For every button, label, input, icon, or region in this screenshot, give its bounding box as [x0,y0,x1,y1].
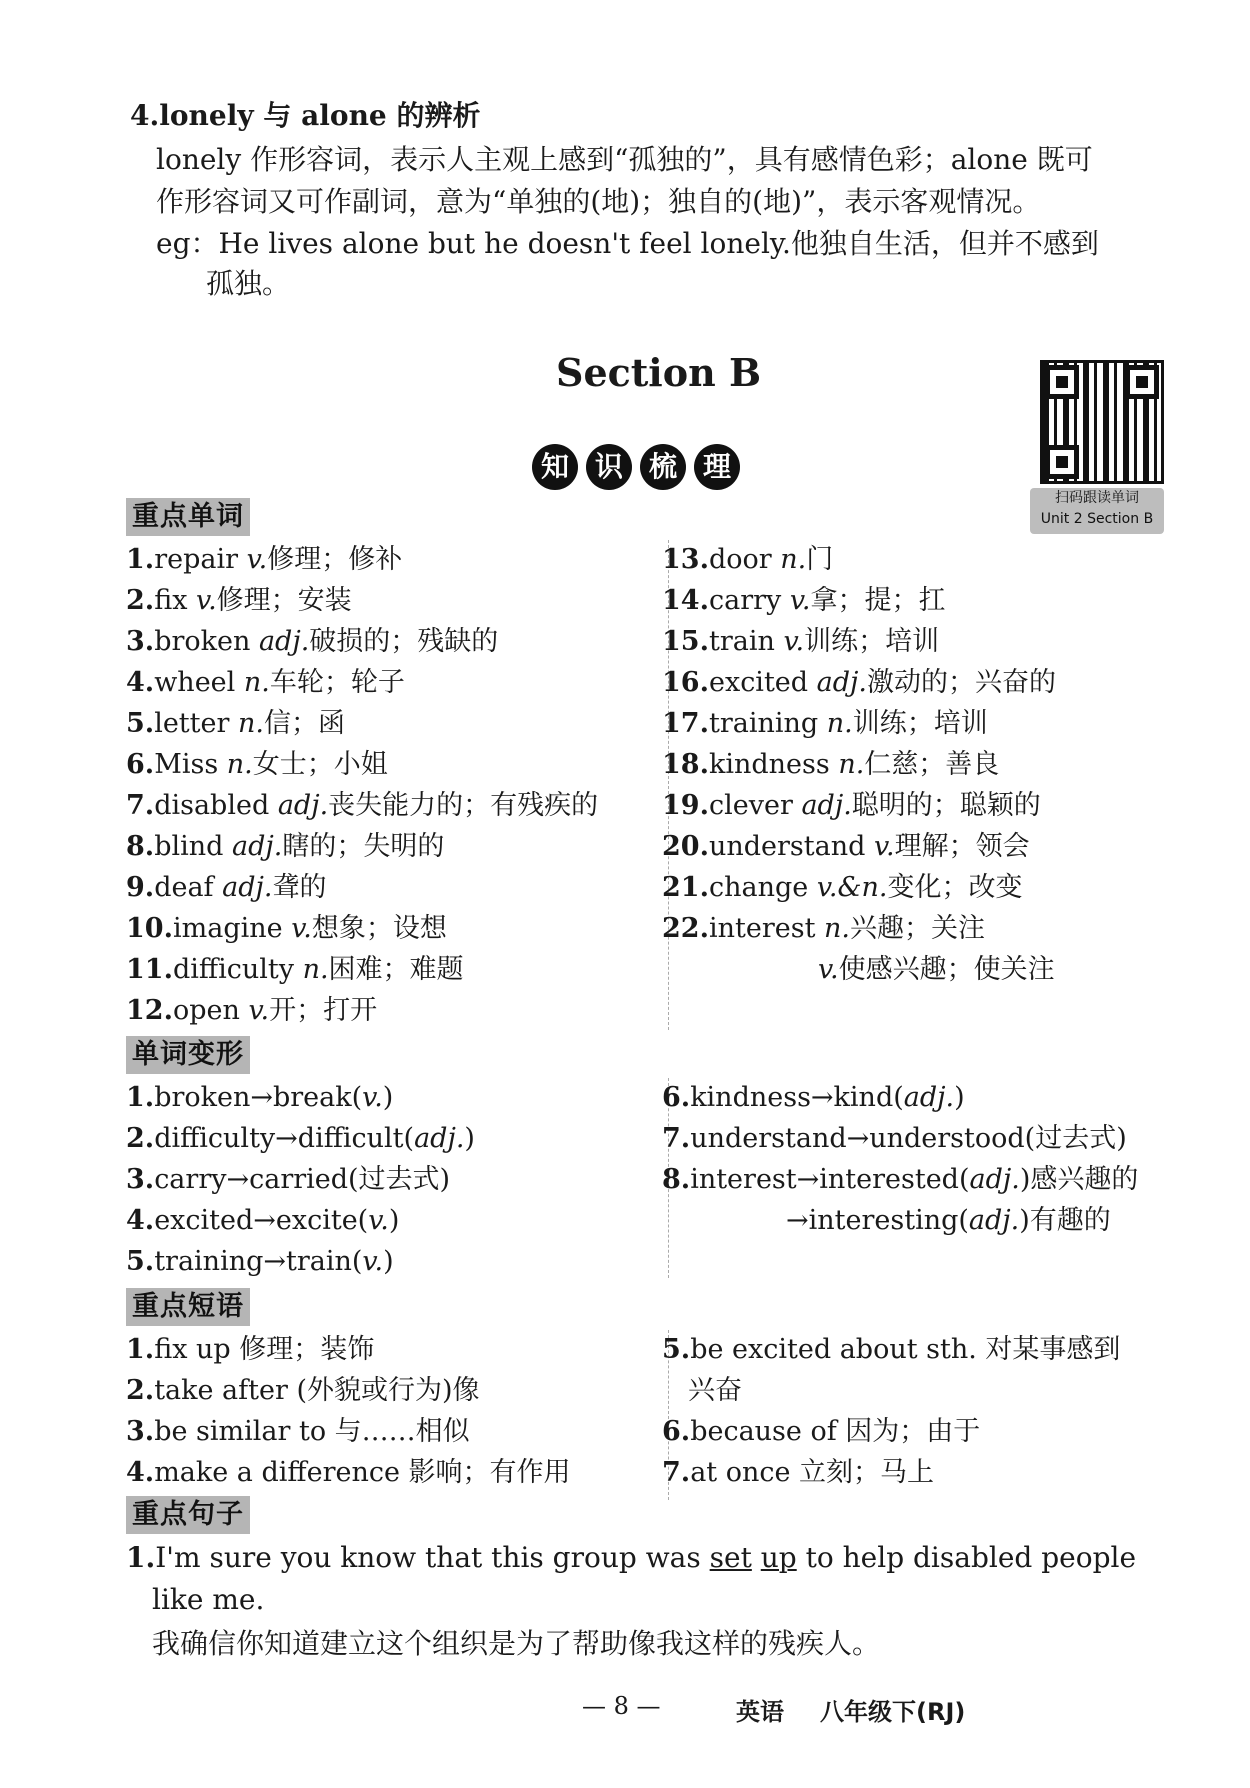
vocab-item: 13.door n.门 [662,544,834,575]
subject-label: 英语 [736,1698,784,1726]
knowledge-banner [532,444,748,490]
phrase-item: 3.be similar to 与……相似 [126,1416,470,1447]
vocab-item: 18.kindness n.仁慈；善良 [662,749,1000,780]
page-number: — 8 — [582,1692,661,1720]
phrase-item: 7.at once 立刻；马上 [662,1457,935,1488]
sentence-1-translation: 我确信你知道建立这个组织是为了帮助像我这样的残疾人。 [152,1627,881,1660]
vocab-item: v.使感兴趣；使关注 [818,954,1055,985]
vocab-item: 2.fix v.修理；安装 [126,585,352,616]
vocab-item: 5.letter n.信；函 [126,708,345,739]
form-item: 6.kindness→kind(adj.) [662,1082,965,1113]
vocab-item: 1.repair v.修理；修补 [126,544,403,575]
vocab-item: 19.clever adj.聪明的；聪颖的 [662,790,1041,821]
qr-finder [1045,365,1079,399]
note-example-cont: 孤独。 [206,267,291,300]
form-item: 4.excited→excite(v.) [126,1205,400,1236]
banner-char: 识 [586,444,632,490]
qr-finder [1045,445,1079,479]
banner-char: 理 [694,444,740,490]
form-item: 8.interest→interested(adj.)感兴趣的 [662,1164,1139,1195]
sentences-header [126,1496,250,1534]
note-line-1: lonely 作形容词，表示人主观上感到“孤独的”，具有感情色彩；alone 既可 [156,143,1093,176]
section-title: Section B [556,350,762,395]
form-item: 5.training→train(v.) [126,1246,394,1277]
vocab-item: 11.difficulty n.困难；难题 [126,954,464,985]
qr-caption-line-2: Unit 2 Section B [1040,511,1154,527]
qr-finder [1125,365,1159,399]
sentence-1-cont: like me. [152,1583,265,1616]
note-title: 4.lonely 与 alone 的辨析 [130,99,481,132]
phrase-item: 2.take after (外貌或行为)像 [126,1375,480,1406]
sentence-1: 1.I'm sure you know that this group was set up to help disabled people [126,1541,1137,1574]
phrase-item: 6.because of 因为；由于 [662,1416,981,1447]
vocab-item: 22.interest n.兴趣；关注 [662,913,985,944]
vocab-item: 14.carry v.拿；提；扛 [662,585,946,616]
qr-code[interactable] [1040,360,1164,484]
qr-caption-line-1: 扫码跟读单词 [1055,490,1139,506]
note-example: eg：He lives alone but he doesn't feel lonely.他独自生活，但并不感到 [156,227,1099,260]
forms-header-label: 单词变形 [126,1036,250,1074]
banner-char: 梳 [640,444,686,490]
vocab-item: 7.disabled adj.丧失能力的；有残疾的 [126,790,599,821]
vocab-item: 16.excited adj.激动的；兴奋的 [662,667,1056,698]
qr-caption [1030,488,1164,534]
phrase-item: 兴奋 [688,1375,742,1406]
forms-header [126,1036,250,1074]
phrase-item: 5.be excited about sth. 对某事感到 [662,1334,1121,1365]
vocab-item: 20.understand v.理解；领会 [662,831,1030,862]
note-line-2: 作形容词又可作副词，意为“单独的(地)；独自的(地)”，表示客观情况。 [156,185,1041,218]
vocab-item: 6.Miss n.女士；小姐 [126,749,388,780]
vocab-item: 9.deaf adj.聋的 [126,872,327,903]
vocab-item: 12.open v.开；打开 [126,995,378,1026]
vocab-item: 4.wheel n.车轮；轮子 [126,667,405,698]
phrases-header [126,1288,250,1326]
grade-label: 八年级下(RJ) [820,1698,966,1726]
vocab-item: 21.change v.&n.变化；改变 [662,872,1023,903]
vocab-item: 8.blind adj.瞎的；失明的 [126,831,445,862]
vocab-header-label: 重点单词 [126,498,250,536]
vocab-item: 3.broken adj.破损的；残缺的 [126,626,499,657]
vocab-item: 10.imagine v.想象；设想 [126,913,447,944]
sentences-header-label: 重点句子 [126,1496,250,1534]
form-item: 1.broken→break(v.) [126,1082,394,1113]
phrases-header-label: 重点短语 [126,1288,250,1326]
phrase-item: 1.fix up 修理；装饰 [126,1334,375,1365]
banner-char: 知 [532,444,578,490]
form-item: →interesting(adj.)有趣的 [786,1205,1111,1236]
form-item: 3.carry→carried(过去式) [126,1164,451,1195]
vocab-item: 15.train v.训练；培训 [662,626,940,657]
form-item: 2.difficulty→difficult(adj.) [126,1123,475,1154]
form-item: 7.understand→understood(过去式) [662,1123,1127,1154]
vocab-header [126,498,250,536]
phrase-item: 4.make a difference 影响；有作用 [126,1457,571,1488]
vocab-item: 17.training n.训练；培训 [662,708,988,739]
